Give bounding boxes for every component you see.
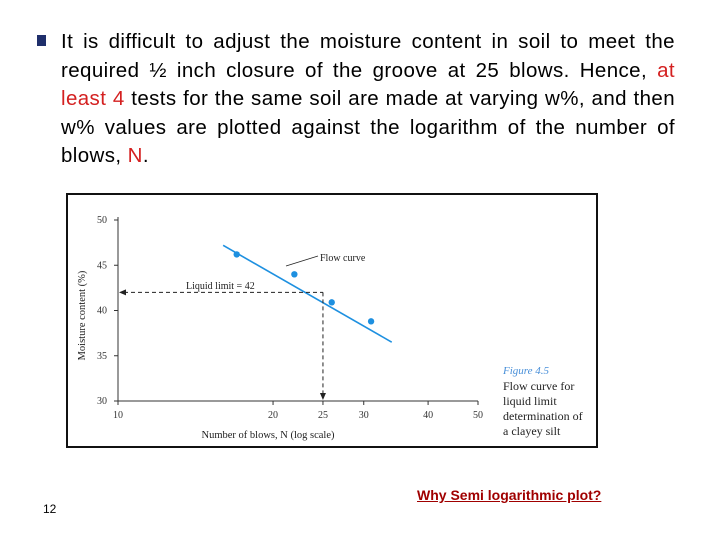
x-tick-label: 20 [268,410,279,421]
left-arrowhead [119,289,126,295]
y-tick-label: 35 [97,350,107,362]
y-axis-title: Moisture content (%) [77,270,88,361]
paragraph-text-1: It is difficult to adjust the moisture content in soil to meet the required ½ inch closure of the groove at 25 blows. Hence, [61,30,675,82]
paragraph-text-2: tests for the same soil are made at varying w%, and then w% values are plotted against the logarithm of the number of blows, [61,87,675,168]
x-axis-title: Number of blows, N (log scale) [201,430,335,441]
data-point [329,299,335,305]
flow-curve-label: Flow curve [320,253,366,264]
flow-curve-line [223,245,392,342]
flow-curve-pointer [286,256,318,266]
highlight-n: N [127,144,143,168]
figure-caption-line: determination of [503,409,583,423]
figure-caption-line: Flow curve for [503,379,575,393]
y-tick-label: 50 [97,215,107,226]
figure-caption-line: a clayey silt [503,424,561,438]
figure-number-label: Figure 4.5 [503,365,550,377]
page-number: 12 [43,502,57,516]
data-point [233,251,239,257]
figure-caption-line: liquid limit [503,394,557,408]
x-tick-label: 40 [423,410,434,421]
y-tick-label: 45 [97,260,107,272]
data-point [368,318,374,324]
x-tick-label: 10 [113,410,123,421]
x-tick-label: 30 [358,410,369,421]
y-tick-label: 40 [97,305,107,317]
bullet-marker [37,35,46,46]
body-paragraph [61,28,675,171]
liquid-limit-label: Liquid limit = 42 [186,281,255,292]
y-tick-label: 30 [97,396,107,407]
flow-curve-chart [68,195,596,446]
highlight-at-least-4: at least 4 [61,58,675,111]
x-tick-label: 50 [473,410,483,421]
data-point [291,271,297,277]
semi-log-plot-link[interactable]: Why Semi logarithmic plot? [417,487,602,503]
down-arrowhead [320,393,326,400]
figure-box [66,193,598,448]
x-tick-label: 25 [317,410,328,421]
paragraph-period: . [142,144,149,168]
